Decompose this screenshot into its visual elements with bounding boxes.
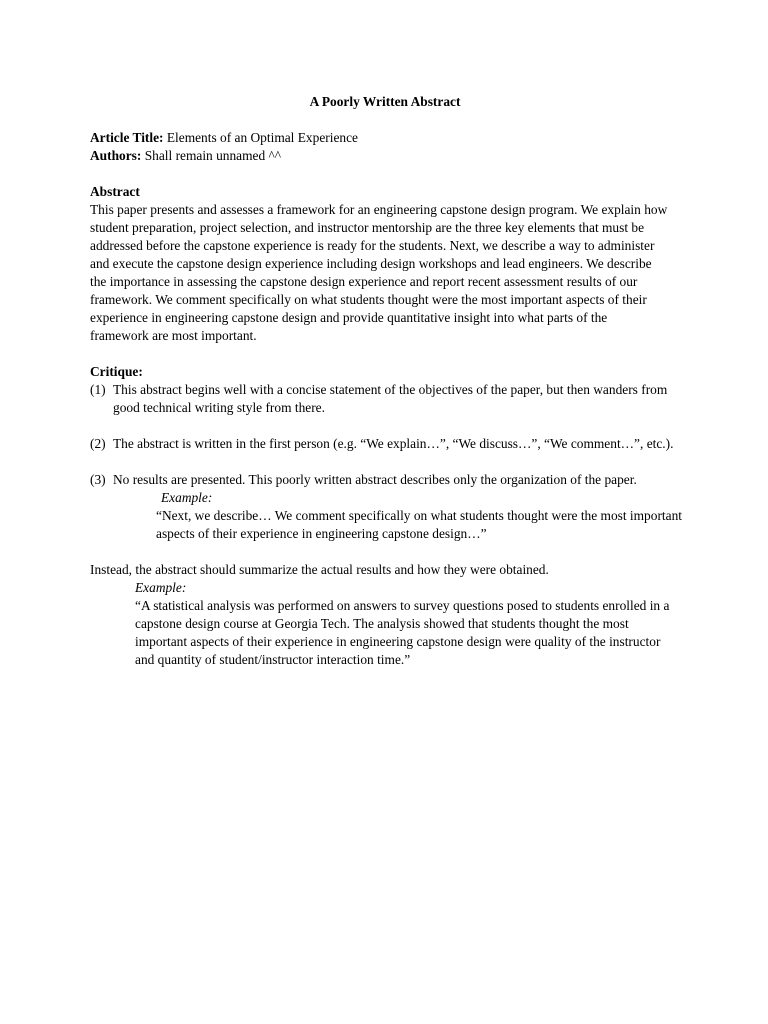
abstract-heading: Abstract	[90, 184, 140, 199]
critique-heading: Critique:	[90, 364, 143, 379]
instead-example-quote: “A statistical analysis was performed on answers to survey questions posed to students enrolled in a capstone design course at Georgia Tech. The analysis showed that students thought the most important aspects of their experience in engineering capstone design were quality of the instructor and quantity of student/instructor interaction time.”	[135, 598, 670, 667]
critique-item-3	[90, 471, 680, 543]
article-title-line	[90, 129, 680, 147]
critique-text	[113, 471, 680, 543]
spacer	[90, 543, 680, 561]
critique-item-2	[90, 435, 680, 453]
authors-line	[90, 147, 680, 165]
spacer	[90, 417, 680, 435]
critique-text-body: No results are presented. This poorly written abstract describes only the organization of the paper.	[113, 472, 637, 487]
document-page	[90, 93, 680, 669]
critique-text: This abstract begins well with a concise statement of the objectives of the paper, but then wanders from good technical writing style from there.	[113, 382, 668, 415]
authors-label: Authors:	[90, 148, 142, 163]
authors-value: Shall remain unnamed ^^	[141, 148, 282, 163]
instead-example-label: Example:	[135, 580, 187, 595]
critique-number: (2)	[90, 436, 106, 451]
spacer	[90, 453, 680, 471]
example-quote: “Next, we describe… We comment specifically on what students thought were the most important aspects of their experience in engineering capstone design…”	[156, 508, 682, 541]
instead-text: Instead, the abstract should summarize the actual results and how they were obtained.	[90, 562, 549, 577]
critique-text: The abstract is written in the first person (e.g. “We explain…”, “We discuss…”, “We comment…”, etc.).	[113, 436, 674, 451]
document-title: A Poorly Written Abstract	[309, 94, 461, 109]
example-label: Example:	[161, 490, 213, 505]
abstract-body: This paper presents and assesses a framework for an engineering capstone design program. We explain how student preparation, project selection, and instructor mentorship are the three key elements that must be addressed before the capstone experience is ready for the students. Next, we describe a way to administer and execute the capstone design experience including design workshops and lead engineers. We describe the importance in assessing the capstone design experience and report recent assessment results of our framework. We comment specifically on what students thought were the most important aspects of their experience in engineering capstone design and provide quantitative insight into what parts of the framework are most important.	[90, 202, 668, 343]
article-title-label: Article Title:	[90, 130, 164, 145]
critique-number: (3)	[90, 472, 106, 487]
spacer	[90, 165, 680, 183]
critique-number: (1)	[90, 382, 106, 397]
article-title-value: Elements of an Optimal Experience	[163, 130, 358, 145]
critique-item-1	[90, 381, 680, 417]
